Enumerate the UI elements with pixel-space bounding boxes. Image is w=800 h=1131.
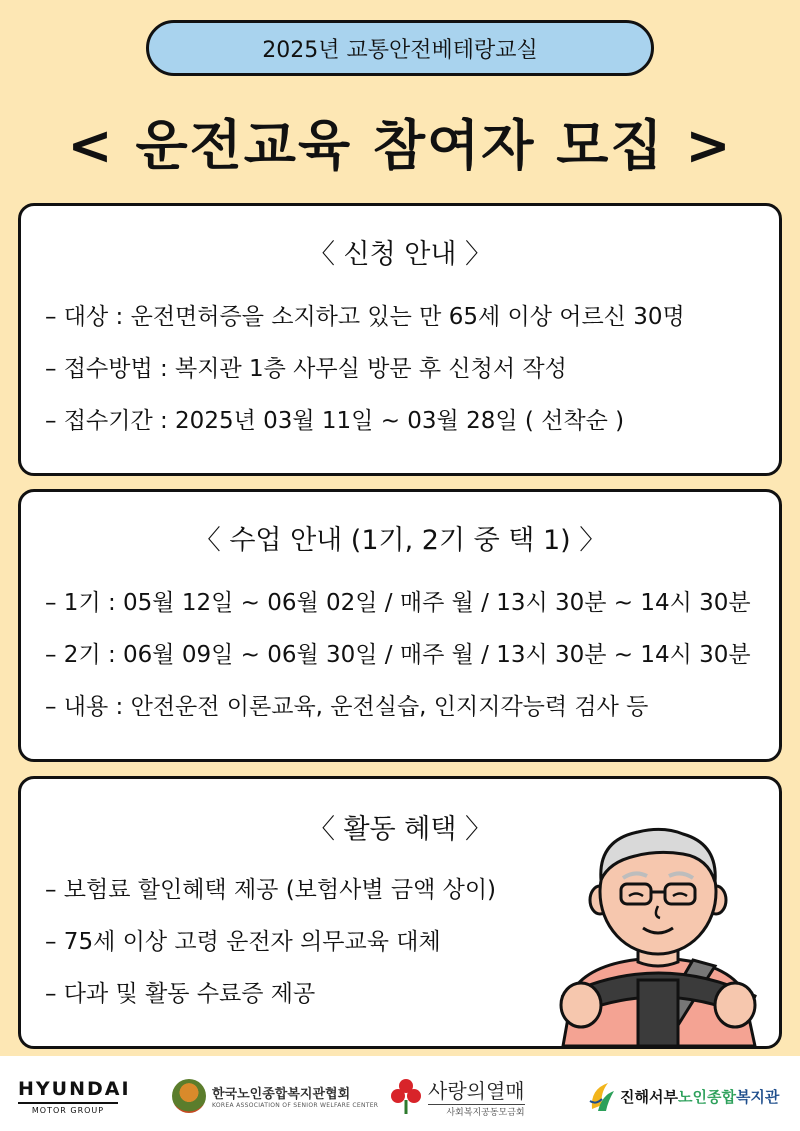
red-berries-icon (390, 1076, 422, 1116)
benefit-mandatory-education: – 75세 이상 고령 운전자 의무교육 대체 (45, 929, 441, 955)
event-subtitle-pill (146, 20, 654, 76)
love-fruit-subtitle: 사회복지공동모금회 (428, 1104, 525, 1118)
class-content: – 내용 : 안전운전 이론교육, 운전실습, 인지지각능력 검사 등 (45, 694, 649, 720)
application-info-card (18, 203, 782, 476)
page-title: < 운전교육 참여자 모집 > (67, 113, 733, 177)
application-target: – 대상 : 운전면허증을 소지하고 있는 만 65세 이상 어르신 30명 (45, 304, 685, 330)
event-subtitle: 2025년 교통안전베테랑교실 (262, 37, 538, 63)
hyundai-wordmark: HYUNDAI (18, 1077, 131, 1100)
sponsor-footer (0, 1056, 800, 1131)
application-info-title: 〈 신청 안내 〉 (307, 239, 493, 270)
class-session-1: – 1기 : 05월 12일 ~ 06월 02일 / 매주 월 / 13시 30분 ~ 14시 30분 (45, 590, 751, 616)
jinhae-name-part2: 노인종합 (677, 1087, 736, 1106)
kaswc-logo (172, 1074, 378, 1118)
class-info-title: 〈 수업 안내 (1기, 2기 중 택 1) 〉 (193, 525, 607, 556)
benefit-certificate: – 다과 및 활동 수료증 제공 (45, 981, 316, 1007)
application-method: – 접수방법 : 복지관 1층 사무실 방문 후 신청서 작성 (45, 356, 567, 382)
love-fruit-logo (390, 1074, 525, 1118)
jinhae-welfare-center-logo (588, 1074, 779, 1118)
kaswc-english-name: KOREA ASSOCIATION OF SENIOR WELFARE CENTER (212, 1102, 379, 1109)
jinhae-name-part3: 복지관 (735, 1087, 780, 1106)
class-session-2: – 2기 : 06월 09일 ~ 06월 30일 / 매주 월 / 13시 30분 ~ 14시 30분 (45, 642, 751, 668)
benefits-card (18, 776, 782, 1049)
elderly-driver-illustration (543, 820, 773, 1046)
benefit-insurance: – 보험료 할인혜택 제공 (보험사별 금액 상이) (45, 877, 497, 903)
class-info-card (18, 489, 782, 762)
love-fruit-name: 사랑의열매 (428, 1078, 525, 1103)
kaswc-name: 한국노인종합복지관협회 (212, 1087, 351, 1102)
jinhae-name-part1: 진해서부 (620, 1087, 678, 1106)
hyundai-logo (18, 1074, 131, 1118)
benefits-title: 〈 활동 혜택 〉 (307, 814, 493, 845)
leaf-swirl-icon (588, 1079, 616, 1113)
application-period: – 접수기간 : 2025년 03월 11일 ~ 03월 28일 ( 선착순 ) (45, 408, 625, 434)
hyundai-subtitle: MOTOR GROUP (18, 1102, 118, 1115)
kaswc-emblem-icon (172, 1079, 206, 1113)
